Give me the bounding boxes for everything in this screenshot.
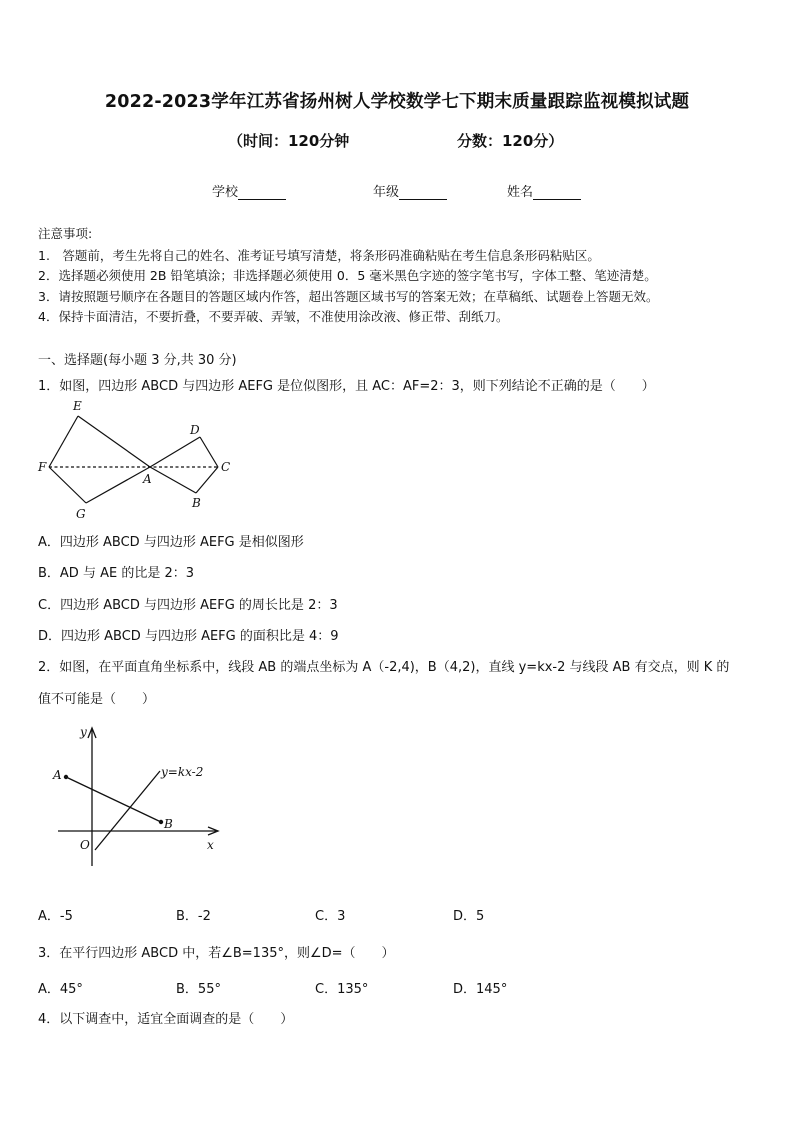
note-item-4: 4．保持卡面清洁，不要折叠，不要弄破、弄皱，不准使用涂改液、修正带、刮纸刀。 — [38, 309, 509, 324]
q2-option-b: B．-2 — [176, 909, 211, 924]
q4-stem: 4．以下调查中，适宜全面调查的是（ ） — [38, 1012, 294, 1027]
label-line: y=kx-2 — [161, 765, 204, 779]
q3-stem: 3．在平行四边形 ABCD 中，若∠B=135°，则∠D=（ ） — [38, 946, 395, 961]
grade-blank — [399, 185, 447, 200]
seg-BA — [150, 467, 196, 493]
label-B: B — [164, 817, 173, 831]
name-field — [507, 181, 581, 200]
note-item-2: 2．选择题必须使用 2B 铅笔填涂；非选择题必须使用 0．5 毫米黑色字迹的签字笔书写，字体工整、笔迹清楚。 — [38, 268, 657, 283]
seg-FG — [49, 467, 86, 503]
grade-field — [373, 181, 447, 200]
school-label: 学校 — [212, 185, 239, 200]
q3-option-b: B．55° — [176, 982, 221, 997]
q1-option-a: A．四边形 ABCD 与四边形 AEFG 是相似图形 — [38, 535, 304, 550]
point-A — [64, 775, 68, 779]
seg-EF — [49, 416, 78, 467]
label-x: x — [207, 838, 214, 852]
label-A: A — [143, 472, 152, 486]
school-field — [212, 181, 286, 200]
name-blank — [533, 185, 581, 200]
label-F: F — [38, 460, 47, 474]
label-C: C — [221, 460, 231, 474]
label-B: B — [192, 496, 201, 510]
name-label: 姓名 — [507, 185, 534, 200]
note-item-3: 3．请按照题号顺序在各题目的答题区域内作答，超出答题区域书写的答案无效；在草稿纸、试题卷上答题无效。 — [38, 289, 659, 304]
label-y: y — [80, 725, 87, 739]
label-E: E — [73, 399, 82, 413]
exam-time: （时间：120分钟 — [228, 132, 350, 150]
q3-option-a: A．45° — [38, 982, 83, 997]
grade-label: 年级 — [373, 185, 400, 200]
notes-heading: 注意事项: — [38, 226, 93, 241]
point-B — [159, 820, 163, 824]
q1-stem: 1．如图，四边形 ABCD 与四边形 AEFG 是位似图形，且 AC：AF=2：3，则下列结论不正确的是（ ） — [38, 379, 655, 394]
segment-AB — [66, 777, 161, 822]
line-kx-2 — [95, 771, 160, 850]
q2-option-d: D．5 — [453, 909, 485, 924]
note-item-1: 1. 答题前，考生先将自己的姓名、准考证号填写清楚，将条形码准确粘贴在考生信息条形码粘贴区。 — [38, 248, 600, 263]
exam-score: 分数：120分） — [457, 132, 564, 150]
section-heading: 一、选择题(每小题 3 分,共 30 分) — [38, 353, 237, 368]
q3-option-d: D．145° — [453, 982, 508, 997]
q1-option-b: B．AD 与 AE 的比是 2：3 — [38, 566, 195, 581]
seg-CB — [196, 467, 218, 493]
q1-figure — [30, 396, 240, 526]
q1-option-d: D．四边形 ABCD 与四边形 AEFG 的面积比是 4：9 — [38, 629, 339, 644]
q2-option-a: A．-5 — [38, 909, 73, 924]
seg-EA — [78, 416, 150, 467]
seg-GA — [86, 467, 150, 503]
q2-figure — [48, 718, 228, 878]
label-O: O — [80, 838, 90, 852]
q2-stem-line2: 值不可能是（ ） — [38, 692, 156, 707]
q2-option-c: C．3 — [315, 909, 346, 924]
seg-DC — [200, 437, 218, 467]
label-A: A — [53, 768, 62, 782]
seg-AD — [150, 437, 200, 467]
q2-stem-line1: 2．如图，在平面直角坐标系中，线段 AB 的端点坐标为 A（-2,4)，B（4,2)，直线 y=kx-2 与线段 AB 有交点，则 K 的 — [38, 660, 730, 675]
label-D: D — [190, 423, 200, 437]
page-title: 2022-2023学年江苏省扬州树人学校数学七下期末质量跟踪监视模拟试题 — [104, 92, 690, 112]
q3-option-c: C．135° — [315, 982, 369, 997]
school-blank — [238, 185, 286, 200]
q1-option-c: C．四边形 ABCD 与四边形 AEFG 的周长比是 2：3 — [38, 598, 338, 613]
label-G: G — [76, 507, 86, 521]
